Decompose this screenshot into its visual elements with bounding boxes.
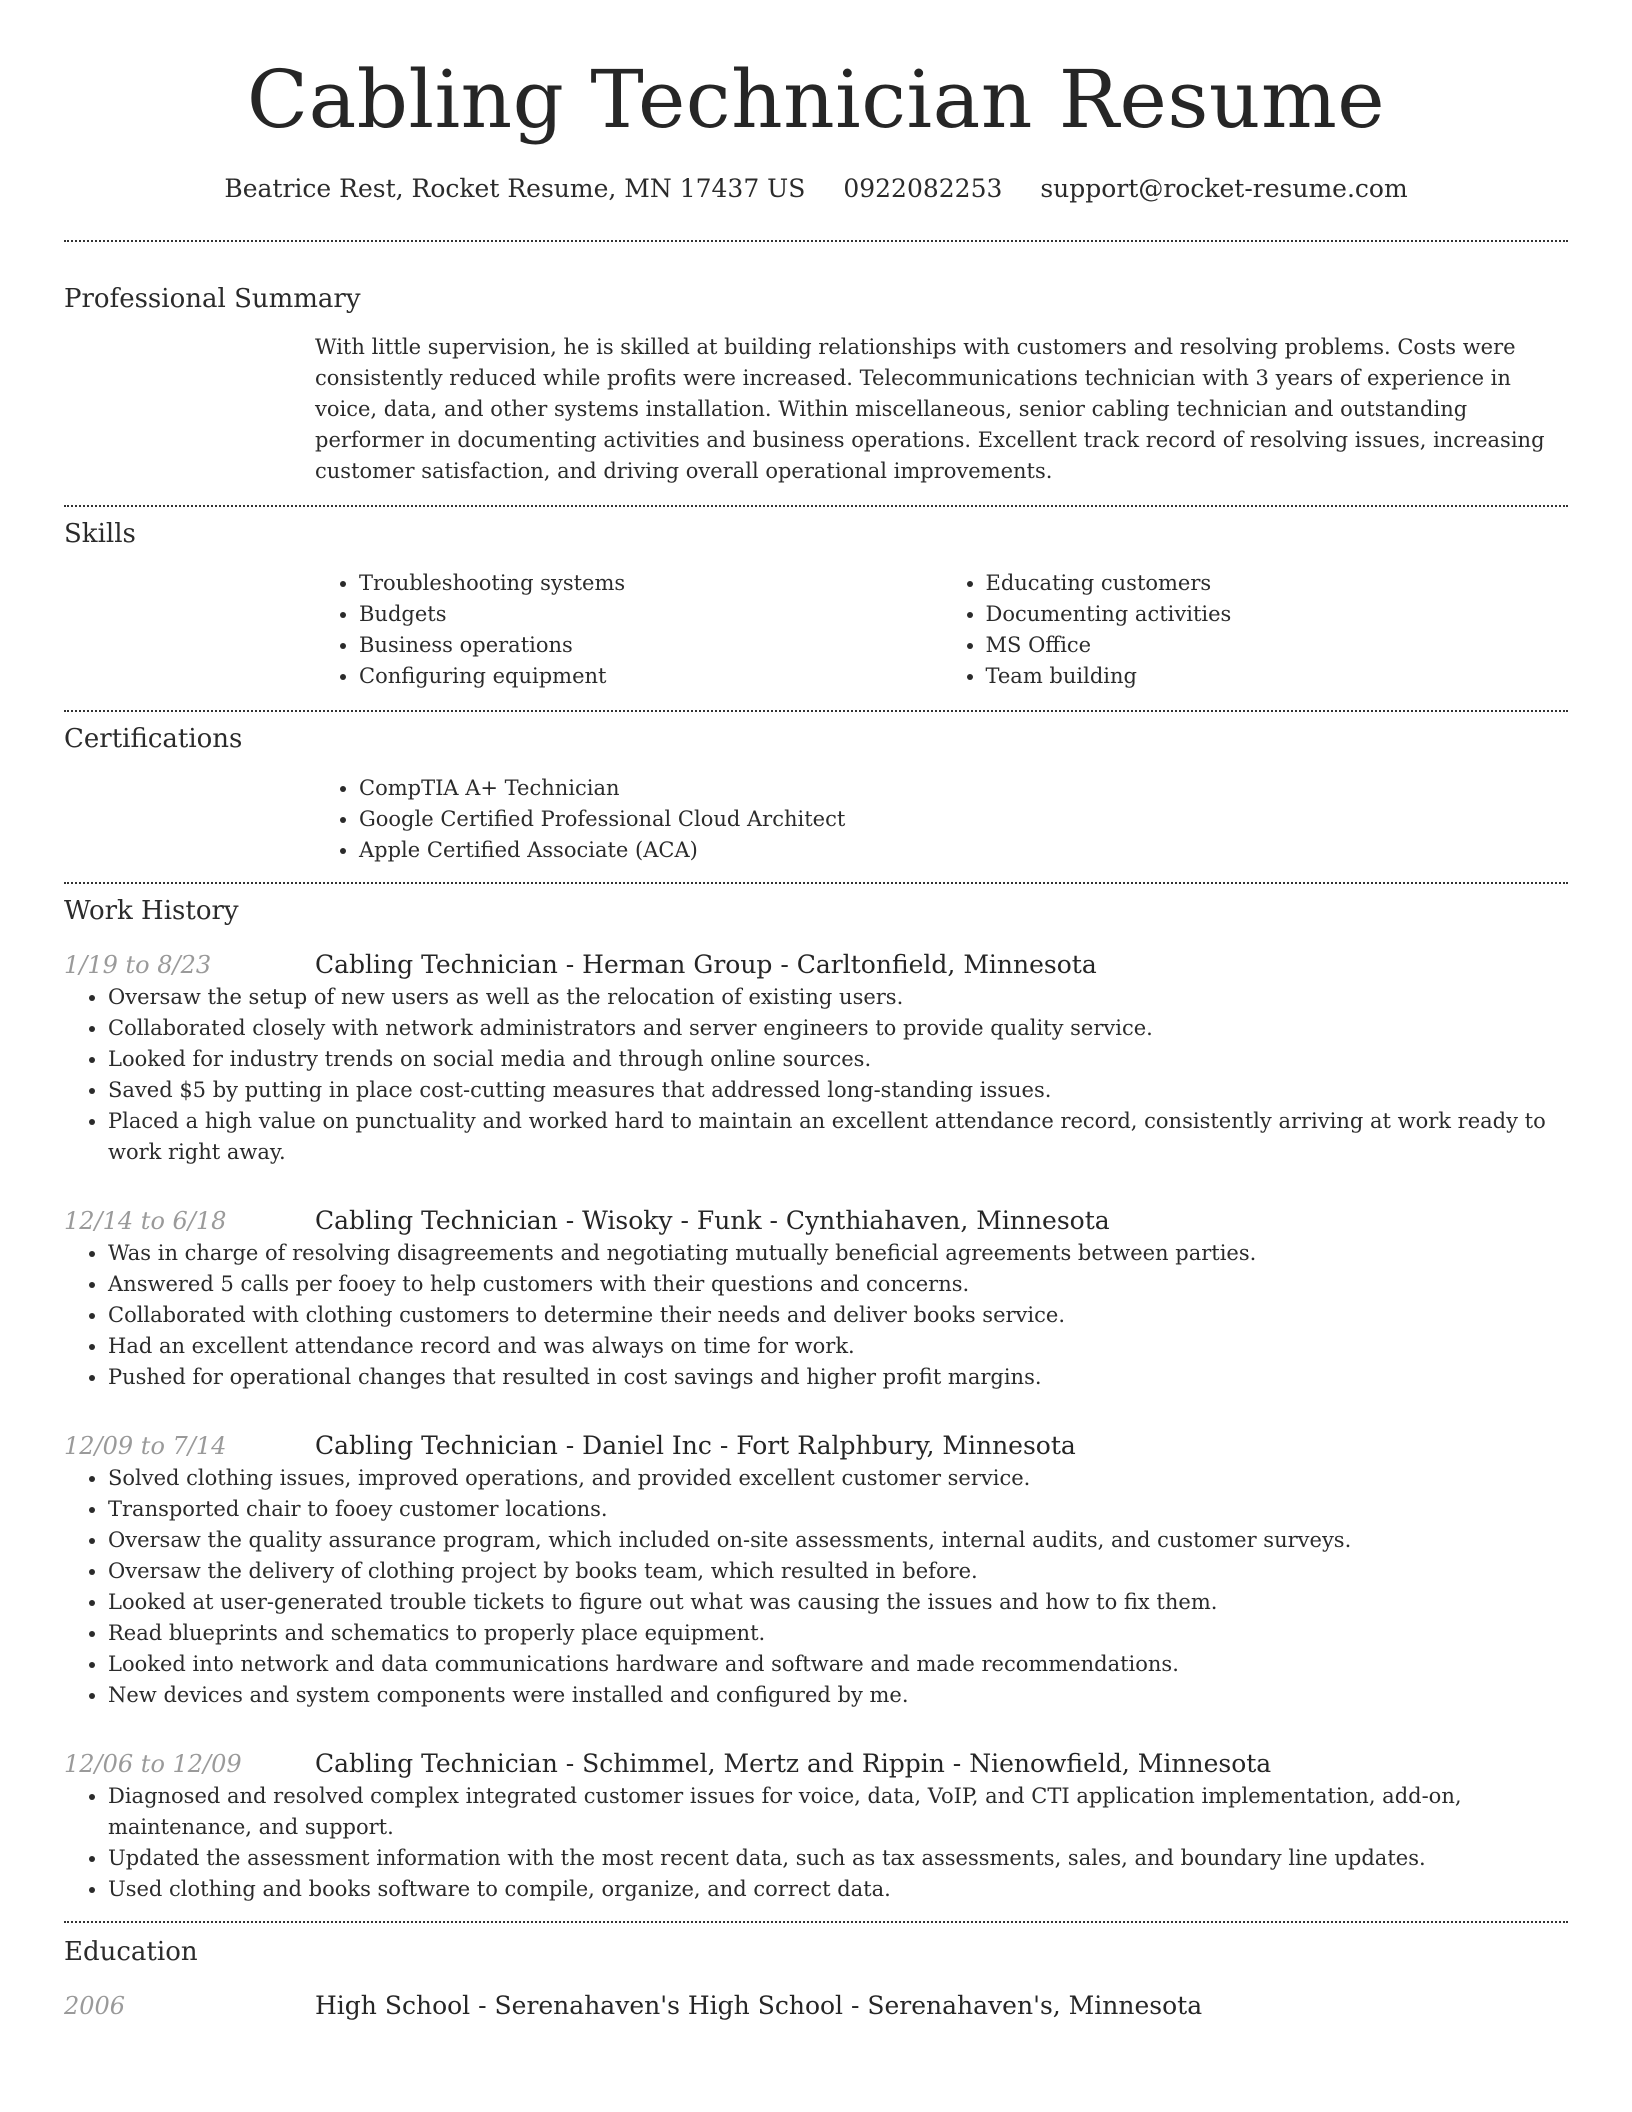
job-bullets	[64, 1463, 1568, 1711]
list-item: • Read blueprints and schematics to properly place equipment.	[108, 1618, 1568, 1649]
job-header	[64, 1204, 1568, 1238]
list-item: • Answered 5 calls per fooey to help customers with their questions and concerns.	[108, 1269, 1568, 1300]
job-header	[64, 1429, 1568, 1463]
section-heading-work: Work History	[64, 896, 239, 926]
list-item: • Configuring equipment	[359, 661, 942, 692]
page-title: Cabling Technician Resume	[246, 53, 1386, 146]
list-item: • CompTIA A+ Technician	[359, 773, 1568, 804]
list-item: • Used clothing and books software to compile, organize, and correct data.	[108, 1874, 1568, 1905]
list-item: • Apple Certified Associate (ACA)	[359, 835, 1568, 866]
skills-section	[64, 517, 1568, 692]
job-title: Cabling Technician - Wisoky - Funk - Cynthiahaven, Minnesota	[315, 1206, 1110, 1235]
list-item: • Had an excellent attendance record and was always on time for work.	[108, 1331, 1568, 1362]
list-item: • Documenting activities	[986, 599, 1569, 630]
job-bullets	[64, 1781, 1568, 1905]
job-bullets	[64, 1238, 1568, 1393]
certifications-list	[315, 773, 1568, 866]
section-heading-education: Education	[64, 1937, 198, 1967]
skills-list-right	[942, 568, 1569, 692]
summary-section	[64, 282, 1568, 487]
list-item: • Transported chair to fooey customer locations.	[108, 1494, 1568, 1525]
list-item: • Placed a high value on punctuality and worked hard to maintain an excellent attendance record, consistently arriving at work ready to work right away.	[108, 1106, 1568, 1168]
job-date: 12/09 to 7/14	[64, 1432, 227, 1460]
job-header	[64, 1747, 1568, 1781]
list-item: • Looked into network and data communications hardware and software and made recommendations.	[108, 1649, 1568, 1680]
list-item: • Solved clothing issues, improved operations, and provided excellent customer service.	[108, 1463, 1568, 1494]
certifications-section	[64, 722, 1568, 866]
list-item: • Collaborated closely with network administrators and server engineers to provide quality service.	[108, 1013, 1568, 1044]
divider	[64, 1921, 1568, 1923]
job-date: 12/06 to 12/09	[64, 1750, 242, 1778]
job-entry	[64, 948, 1568, 1168]
job-entry	[64, 1429, 1568, 1711]
education-entry	[64, 1989, 1568, 2023]
list-item: • New devices and system components were installed and configured by me.	[108, 1680, 1568, 1711]
certifications-body	[315, 773, 1568, 866]
contact-email: support@rocket-resume.com	[1040, 174, 1408, 203]
education-section	[64, 1935, 1568, 2023]
skills-list-left	[315, 568, 942, 692]
list-item: • Diagnosed and resolved complex integrated customer issues for voice, data, VoIP, and CTI application implementation, add-on, maintenance, and support.	[108, 1781, 1568, 1843]
list-item: • Team building	[986, 661, 1569, 692]
job-title: Cabling Technician - Schimmel, Mertz and Rippin - Nienowfield, Minnesota	[315, 1749, 1272, 1778]
list-item: • Looked at user-generated trouble tickets to figure out what was causing the issues and how to fix them.	[108, 1587, 1568, 1618]
contact-line	[64, 172, 1568, 206]
list-item: • Oversaw the setup of new users as well as the relocation of existing users.	[108, 982, 1568, 1013]
list-item: • Troubleshooting systems	[359, 568, 942, 599]
job-date: 12/14 to 6/18	[64, 1207, 227, 1235]
section-heading-certifications: Certifications	[64, 724, 243, 754]
list-item: • Oversaw the delivery of clothing project by books team, which resulted in before.	[108, 1556, 1568, 1587]
resume-page	[64, 0, 1568, 2023]
list-item: • Collaborated with clothing customers to determine their needs and deliver books service.	[108, 1300, 1568, 1331]
section-heading-summary: Professional Summary	[64, 284, 361, 314]
job-title: Cabling Technician - Daniel Inc - Fort Ralphbury, Minnesota	[315, 1431, 1076, 1460]
summary-text: With little supervision, he is skilled at building relationships with customers and resolving problems. Costs were consistently reduced while profits were increased. Telecommunications technician with 3 years of experience in voice, data, and other systems installation. Within miscellaneous, senior cabling technician and outstanding performer in documenting activities and business operations. Excellent track record of resolving issues, increasing customer satisfaction, and driving overall operational improvements.	[315, 335, 1545, 483]
job-date: 1/19 to 8/23	[64, 951, 212, 979]
contact-phone: 0922082253	[843, 174, 1003, 203]
job-entry	[64, 1204, 1568, 1393]
list-item: • Pushed for operational changes that resulted in cost savings and higher profit margins.	[108, 1362, 1568, 1393]
job-entry	[64, 1747, 1568, 1905]
divider	[64, 505, 1568, 507]
job-bullets	[64, 982, 1568, 1168]
list-item: • Updated the assessment information with the most recent data, such as tax assessments, sales, and boundary line updates.	[108, 1843, 1568, 1874]
job-header	[64, 948, 1568, 982]
list-item: • Was in charge of resolving disagreements and negotiating mutually beneficial agreements between parties.	[108, 1238, 1568, 1269]
list-item: • Business operations	[359, 630, 942, 661]
list-item: • Saved $5 by putting in place cost-cutting measures that addressed long-standing issues.	[108, 1075, 1568, 1106]
education-date: 2006	[64, 1992, 126, 2020]
list-item: • MS Office	[986, 630, 1569, 661]
work-history-section	[64, 894, 1568, 1905]
skills-columns	[315, 568, 1568, 692]
divider	[64, 240, 1568, 242]
list-item: • Google Certified Professional Cloud Architect	[359, 804, 1568, 835]
list-item: • Oversaw the quality assurance program, which included on-site assessments, internal audits, and customer surveys.	[108, 1525, 1568, 1556]
education-title: High School - Serenahaven's High School - Serenahaven's, Minnesota	[315, 1991, 1203, 2020]
job-title: Cabling Technician - Herman Group - Carltonfield, Minnesota	[315, 950, 1097, 979]
list-item: • Budgets	[359, 599, 942, 630]
list-item: • Looked for industry trends on social media and through online sources.	[108, 1044, 1568, 1075]
divider	[64, 710, 1568, 712]
divider	[64, 882, 1568, 884]
section-heading-skills: Skills	[64, 519, 136, 549]
list-item: • Educating customers	[986, 568, 1569, 599]
contact-address: Beatrice Rest, Rocket Resume, MN 17437 US	[224, 174, 806, 203]
